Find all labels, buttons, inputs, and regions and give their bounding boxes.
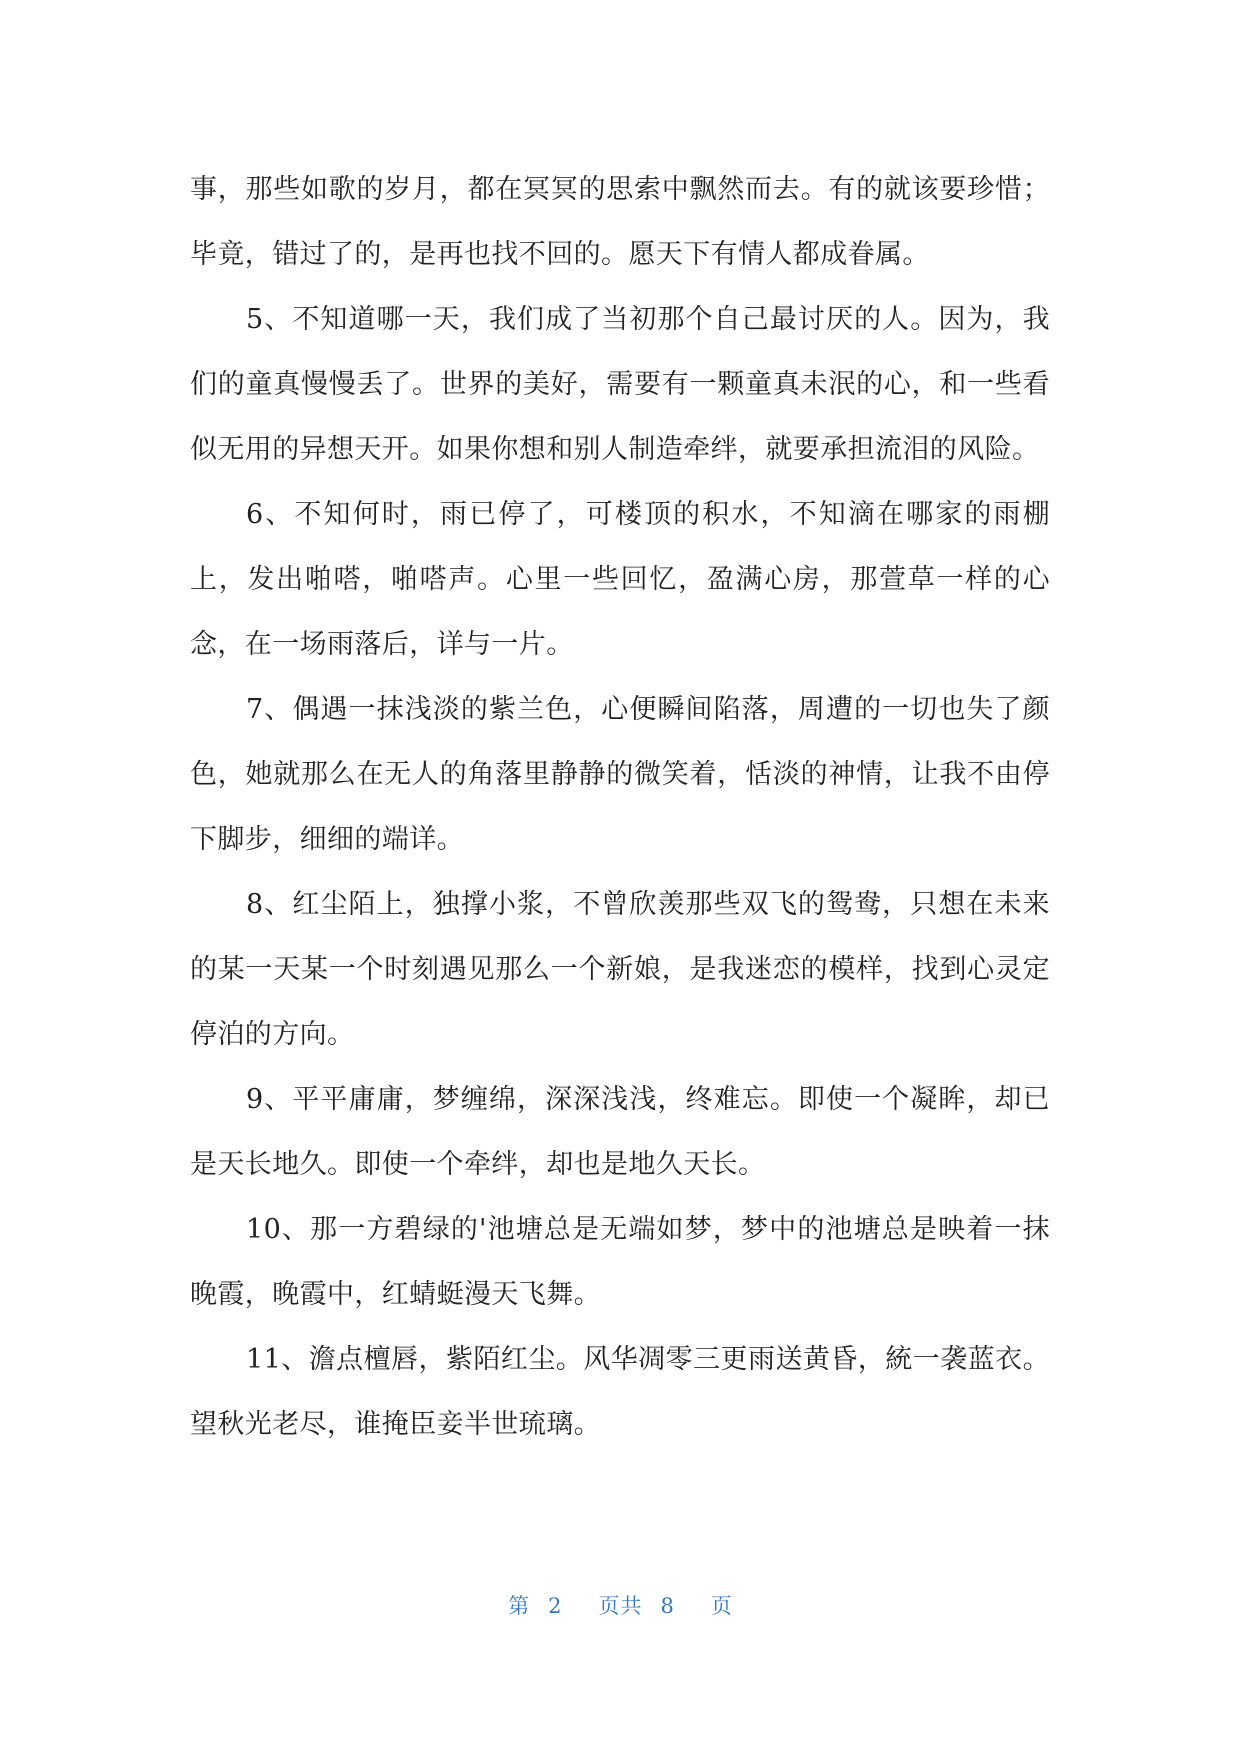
paragraph-continuation: 事，那些如歌的岁月，都在冥冥的思索中飘然而去。有的就该要珍惜；毕竟，错过了的，是再也找不回的。愿天下有情人都成眷属。 [190,174,1050,270]
paragraph-item-7: 7、偶遇一抹浅淡的紫兰色，心便瞬间陷落，周遭的一切也失了颜色，她就那么在无人的角落里静静的微笑着，恬淡的神情，让我不由停下脚步，细细的端详。 [190,694,1050,855]
footer-current-page: 2 [548,1594,563,1618]
footer-middle: 页共 [598,1594,643,1618]
page-footer [0,1590,1241,1620]
paragraph-item-10: 10、那一方碧绿的'池塘总是无端如梦，梦中的池塘总是映着一抹晚霞，晚霞中，红蜻蜓漫天飞舞。 [190,1214,1050,1310]
paragraph-item-11: 11、澹点檀唇，紫陌红尘。风华凋零三更雨送黄昏，統一袭蓝衣。望秋光老尽，谁掩臣妾半世琉璃。 [190,1344,1050,1440]
paragraph-item-9: 9、平平庸庸，梦缠绵，深深浅浅，终难忘。即使一个凝眸，却已是天长地久。即使一个牵绊，却也是地久天长。 [190,1084,1050,1180]
paragraph-item-8: 8、红尘陌上，独撑小浆，不曾欣羡那些双飞的鸳鸯，只想在未来的某一天某一个时刻遇见那么一个新娘，是我迷恋的模样，找到心灵定停泊的方向。 [190,889,1050,1050]
paragraph-item-5: 5、不知道哪一天，我们成了当初那个自己最讨厌的人。因为，我们的童真慢慢丢了。世界的美好，需要有一颗童真未泯的心，和一些看似无用的异想天开。如果你想和别人制造牵绊，就要承担流泪的风险。 [190,304,1050,465]
document-body [190,157,1050,1457]
footer-suffix: 页 [710,1594,733,1618]
footer-total-pages: 8 [660,1594,675,1618]
footer-prefix: 第 [508,1594,531,1618]
paragraph-item-6: 6、不知何时，雨已停了，可楼顶的积水，不知滴在哪家的雨棚上，发出啪嗒，啪嗒声。心里一些回忆，盈满心房，那萱草一样的心念，在一场雨落后，详与一片。 [190,499,1050,660]
